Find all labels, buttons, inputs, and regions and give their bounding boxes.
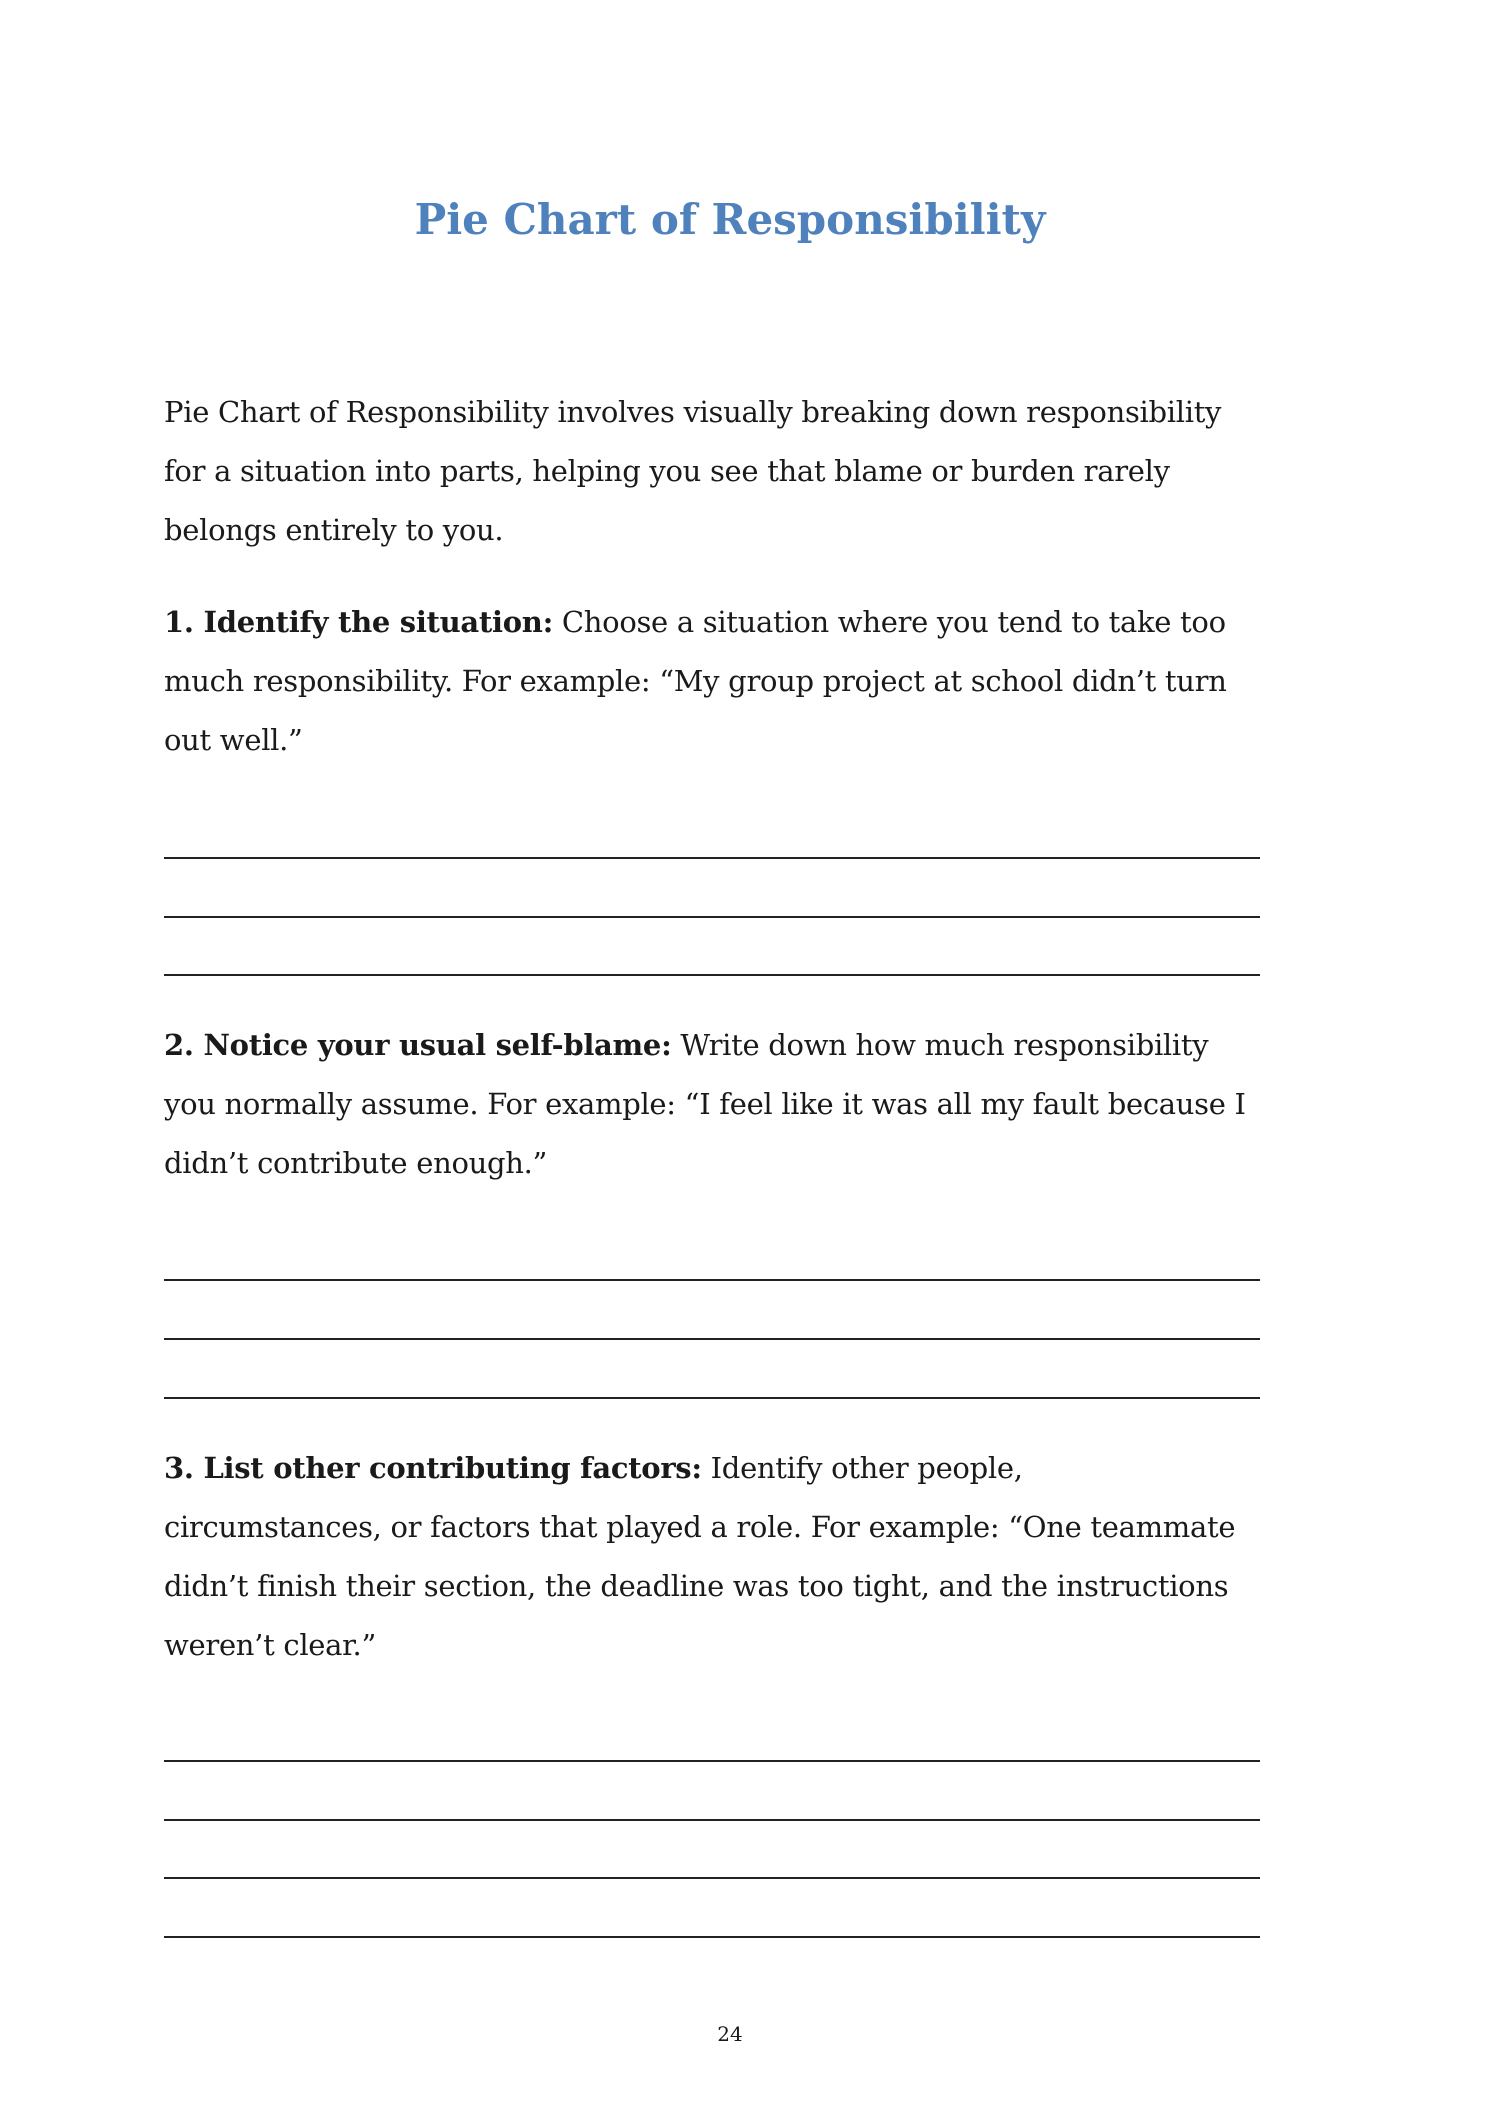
answer-line[interactable] [164, 1338, 1260, 1340]
step-text: didn’t finish their section, the deadline was too tight, and the instructions [164, 1569, 1229, 1603]
page-title: Pie Chart of Responsibility [414, 195, 1046, 244]
intro-line: Pie Chart of Responsibility involves visually breaking down responsibility [164, 395, 1222, 429]
step-2 [164, 1016, 1304, 1193]
step-text: didn’t contribute enough.” [164, 1146, 548, 1180]
step-heading: 1. Identify the situation: [164, 605, 553, 639]
step-text: weren’t clear.” [164, 1628, 376, 1662]
step-text: Choose a situation where you tend to take too [552, 605, 1226, 639]
answer-line[interactable] [164, 1877, 1260, 1879]
step-heading: 3. List other contributing factors: [164, 1451, 702, 1485]
answer-line[interactable] [164, 1760, 1260, 1762]
step-text: much responsibility. For example: “My group project at school didn’t turn [164, 664, 1227, 698]
answer-line[interactable] [164, 1819, 1260, 1821]
step-heading: 2. Notice your usual self-blame: [164, 1028, 672, 1062]
intro-paragraph [164, 383, 1304, 560]
answer-line[interactable] [164, 1279, 1260, 1281]
step-text: circumstances, or factors that played a role. For example: “One teammate [164, 1510, 1236, 1544]
intro-line: belongs entirely to you. [164, 513, 504, 547]
intro-line: for a situation into parts, helping you see that blame or burden rarely [164, 454, 1170, 488]
page-number: 24 [717, 2022, 743, 2046]
step-text: Write down how much responsibility [671, 1028, 1209, 1062]
step-text: you normally assume. For example: “I feel like it was all my fault because I [164, 1087, 1246, 1121]
step-3 [164, 1439, 1304, 1675]
answer-line[interactable] [164, 916, 1260, 918]
answer-line[interactable] [164, 857, 1260, 859]
answer-line[interactable] [164, 974, 1260, 976]
step-text: Identify other people, [701, 1451, 1023, 1485]
answer-line[interactable] [164, 1936, 1260, 1938]
answer-line[interactable] [164, 1397, 1260, 1399]
step-1 [164, 593, 1304, 770]
step-text: out well.” [164, 723, 303, 757]
